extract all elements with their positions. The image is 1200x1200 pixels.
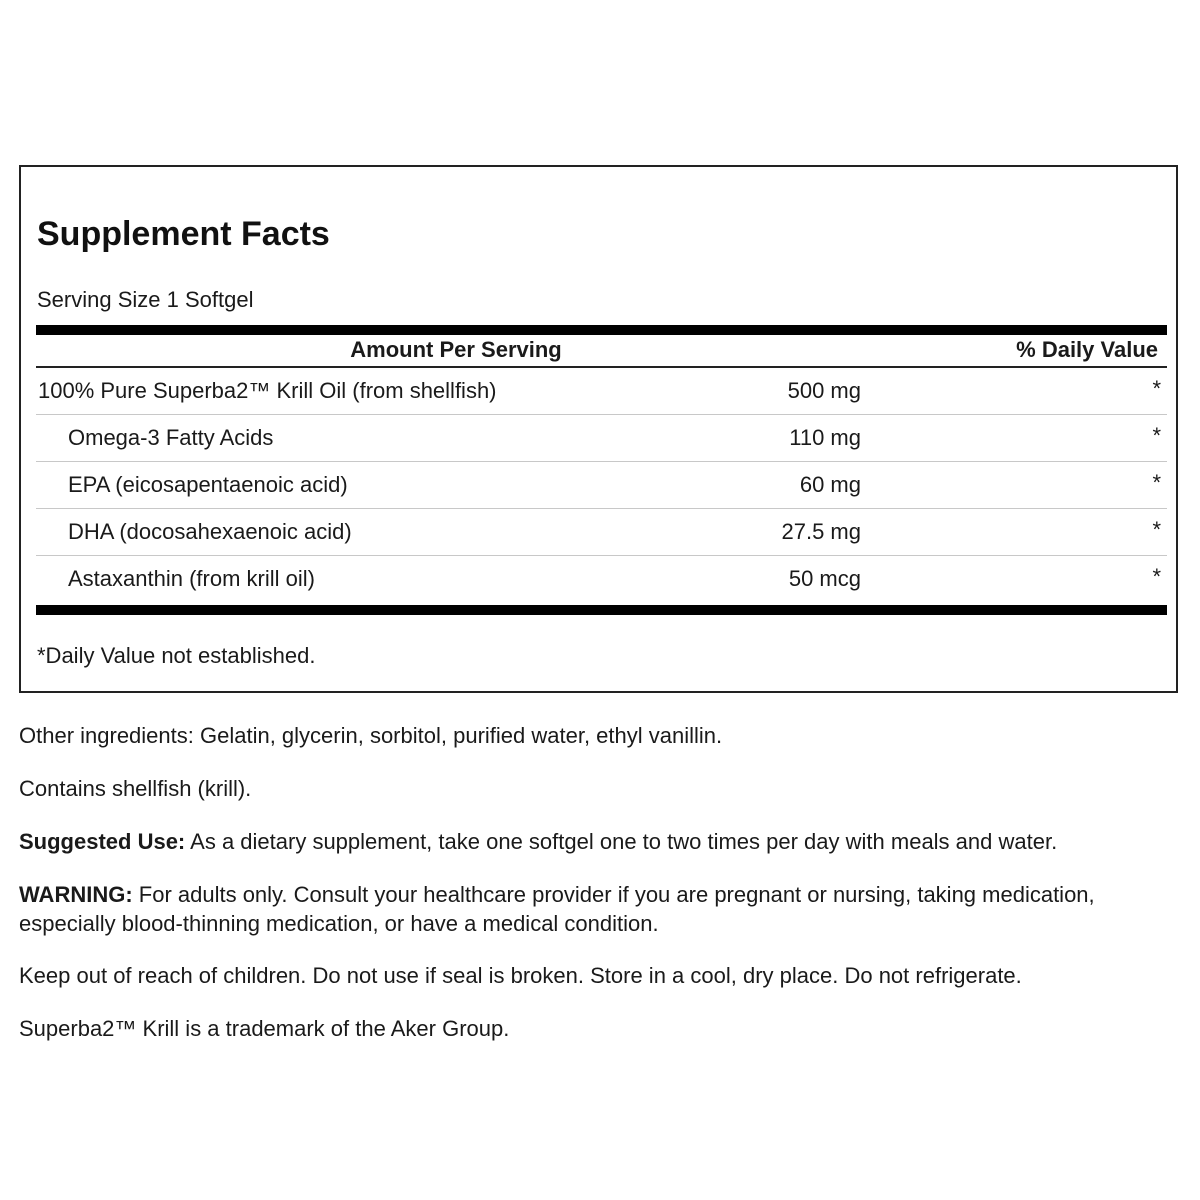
- nutrient-amount: 500 mg: [787, 378, 861, 403]
- nutrient-daily-value: *: [1152, 564, 1161, 589]
- suggested-use-text: As a dietary supplement, take one softgel one to two times per day with meals and water.: [185, 829, 1058, 854]
- nutrient-daily-value: *: [1152, 470, 1161, 495]
- storage-instructions: Keep out of reach of children. Do not use if seal is broken. Store in a cool, dry place. Do not refrigerate.: [19, 963, 1022, 988]
- warning-label: WARNING:: [19, 882, 133, 907]
- table-row: [36, 415, 1167, 462]
- nutrient-name: EPA (eicosapentaenoic acid): [68, 472, 348, 497]
- nutrient-amount: 27.5 mg: [781, 519, 861, 544]
- facts-title: Supplement Facts: [37, 215, 330, 253]
- daily-value-footnote: *Daily Value not established.: [37, 643, 316, 668]
- supplement-facts-panel: [19, 165, 1178, 693]
- table-row: [36, 368, 1167, 415]
- nutrient-daily-value: *: [1152, 376, 1161, 401]
- nutrient-name: 100% Pure Superba2™ Krill Oil (from shellfish): [38, 378, 497, 403]
- nutrient-name: Omega-3 Fatty Acids: [68, 425, 274, 450]
- table-row: [36, 509, 1167, 556]
- table-row: [36, 462, 1167, 509]
- nutrient-daily-value: *: [1152, 423, 1161, 448]
- trademark-notice: Superba2™ Krill is a trademark of the Aker Group.: [19, 1016, 510, 1041]
- warning-text: For adults only. Consult your healthcare provider if you are pregnant or nursing, taking medication, especially blood-thinning medication, or have a medical condition.: [19, 882, 1095, 936]
- table-row: [36, 556, 1167, 602]
- nutrient-amount: 50 mcg: [788, 566, 861, 591]
- header-amount-per-serving: Amount Per Serving: [350, 337, 562, 362]
- nutrient-name: DHA (docosahexaenoic acid): [68, 519, 352, 544]
- nutrient-table: [36, 368, 1167, 602]
- top-divider-bar: [36, 325, 1167, 335]
- suggested-use-label: Suggested Use:: [19, 829, 186, 854]
- allergen-statement: Contains shellfish (krill).: [19, 776, 252, 801]
- nutrient-amount: 60 mg: [799, 472, 861, 497]
- nutrient-daily-value: *: [1152, 517, 1161, 542]
- table-header: [36, 337, 1167, 367]
- serving-size: Serving Size 1 Softgel: [37, 287, 254, 312]
- header-daily-value: % Daily Value: [1016, 337, 1158, 362]
- other-ingredients: Other ingredients: Gelatin, glycerin, sorbitol, purified water, ethyl vanillin.: [19, 723, 723, 748]
- suggested-use: [19, 827, 1179, 856]
- nutrient-name: Astaxanthin (from krill oil): [68, 566, 315, 591]
- warning: [19, 880, 1099, 938]
- bottom-divider-bar: [36, 605, 1167, 615]
- nutrient-amount: 110 mg: [789, 425, 861, 450]
